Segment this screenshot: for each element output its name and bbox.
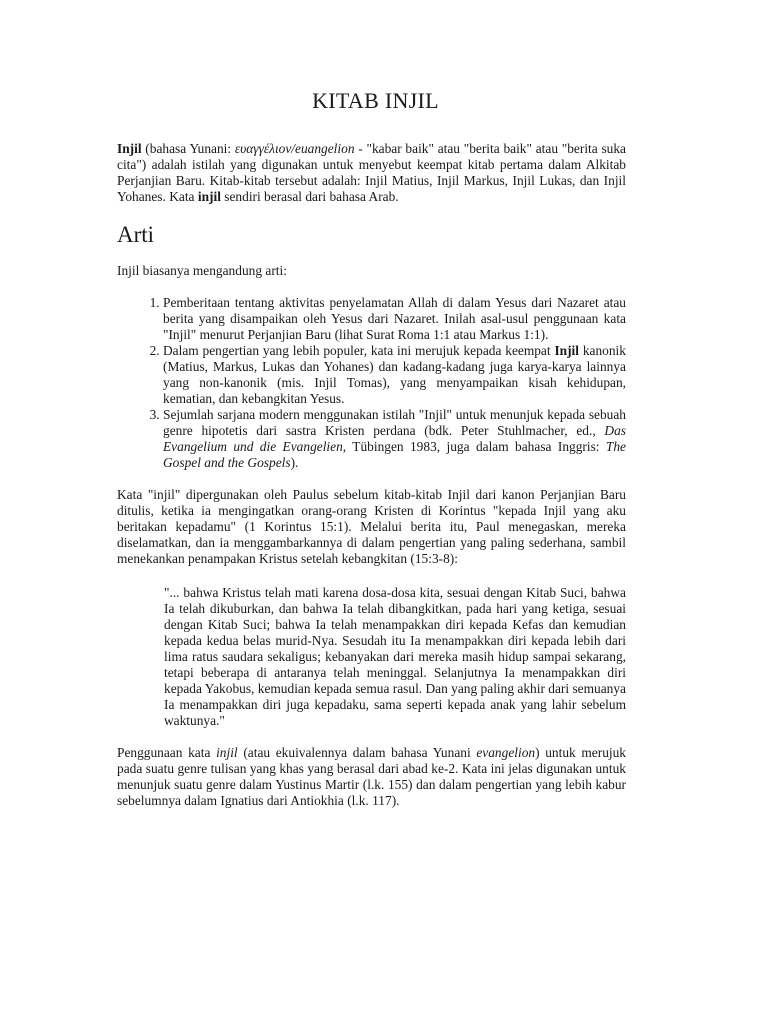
final-italic-evangelion: evangelion [476,745,536,760]
intro-text-1: (bahasa Yunani: [141,141,235,156]
list-item-3-italic-title-1: Das Evangelium und die Evangelien [163,423,626,454]
intro-greek-term: ευαγγέλιον/euangelion [234,141,355,156]
list-item-3-text-b: , Tübingen 1983, juga dalam bahasa Inggris: [342,439,606,454]
list-item-3-text-a: Sejumlah sarjana modern menggunakan istilah "Injil" untuk menunjuk kepada sebuah genre hipotetis dari sastra Kristen perdana (bdk. Peter Stuhlmacher, ed., [163,407,626,438]
list-item-2-text-b: kanonik (Matius, Markus, Lukas dan Yohanes) dan kadang-kadang juga karya-karya lainnya yang non-kanonik (mis. Injil Tomas), yang menyampaikan kisah kehidupan, kematian, dan kebangkitan Yesus. [163,343,626,406]
list-item [163,295,626,343]
list-item-3-text-c: ). [290,455,299,470]
list-item [163,407,626,471]
page-title: KITAB INJIL [312,88,439,113]
final-text-b: (atau ekuivalennya dalam bahasa Yunani [237,745,477,760]
lead-sentence: Injil biasanya mengandung arti: [117,263,287,278]
intro-text-2: - "kabar baik" atau "berita baik" atau "berita suka cita") adalah istilah yang digunakan untuk menyebut keempat kitab pertama dalam Alkitab Perjanjian Baru. Kitab-kitab tersebut adalah: Injil Matius, Injil Markus, Injil Lukas, dan Injil Yohanes. Kata [117,141,626,204]
paulus-paragraph: Kata "injil" dipergunakan oleh Paulus sebelum kitab-kitab Injil dari kanon Perjanjian Baru ditulis, ketika ia mengingatkan orang-orang Kristen di Korintus "kepada Injil yang aku beritakan kepadamu" (1 Korintus 15:1). Melalui berita itu, Paul menegaskan, mereka diselamatkan, dan ia menggambarkannya di dalam pengertian yang paling sederhana, sambil menekankan penampakan Kristus setelah kebangkitan (15:3-8): [117,487,626,566]
final-paragraph [117,745,626,809]
list-item-1-text: Pemberitaan tentang aktivitas penyelamatan Allah di dalam Yesus dari Nazaret atau berita yang disampaikan oleh Yesus dari Nazaret. Inilah asal-usul penggunaan kata "Injil" menurut Perjanjian Baru (lihat Surat Roma 1:1 atau Markus 1:1). [163,295,626,342]
final-text-a: Penggunaan kata [117,745,217,760]
list-item-3-italic-title-2: The Gospel and the Gospels [163,439,626,470]
intro-injil-bold: injil [197,189,221,204]
intro-paragraph [117,141,626,205]
list-item-2-text-a: Dalam pengertian yang lebih populer, kata ini merujuk kepada keempat [163,343,555,358]
final-italic-injil: injil [216,745,238,760]
intro-lead-bold: Injil [117,141,142,156]
block-quote: "... bahwa Kristus telah mati karena dosa-dosa kita, sesuai dengan Kitab Suci, bahwa Ia telah dikuburkan, dan bahwa Ia telah dibangkitkan, pada hari yang ketiga, sesuai dengan Kitab Suci; bahwa Ia telah menampakkan diri kepada Kefas dan kemudian kepada kedua belas murid-Nya. Sesudah itu Ia menampakkan diri kepada lebih dari lima ratus saudara sekaligus; kebanyakan dari mereka masih hidup sampai sekarang, tetapi beberapa di antaranya telah meninggal. Selanjutnya Ia menampakkan diri kepada Yakobus, kemudian kepada semua rasul. Dan yang paling akhir dari semuanya Ia menampakkan diri juga kepadaku, sama seperti kepada anak yang lahir sebelum waktunya." [164,585,626,728]
intro-text-3: sendiri berasal dari bahasa Arab. [220,189,399,204]
meaning-list [117,295,626,471]
final-text-c: ) untuk merujuk pada suatu genre tulisan yang khas yang berasal dari abad ke-2. Kata ini jelas digunakan untuk menunjuk suatu genre dalam Yustinus Martir (l.k. 155) dan dalam pengertian yang lebih kabur sebelumnya dalam Ignatius dari Antiokhia (l.k. 117). [117,745,626,808]
section-heading-arti: Arti [117,222,155,247]
document-body [117,88,626,809]
list-item-2-bold: Injil [554,343,579,358]
list-item [163,343,626,407]
